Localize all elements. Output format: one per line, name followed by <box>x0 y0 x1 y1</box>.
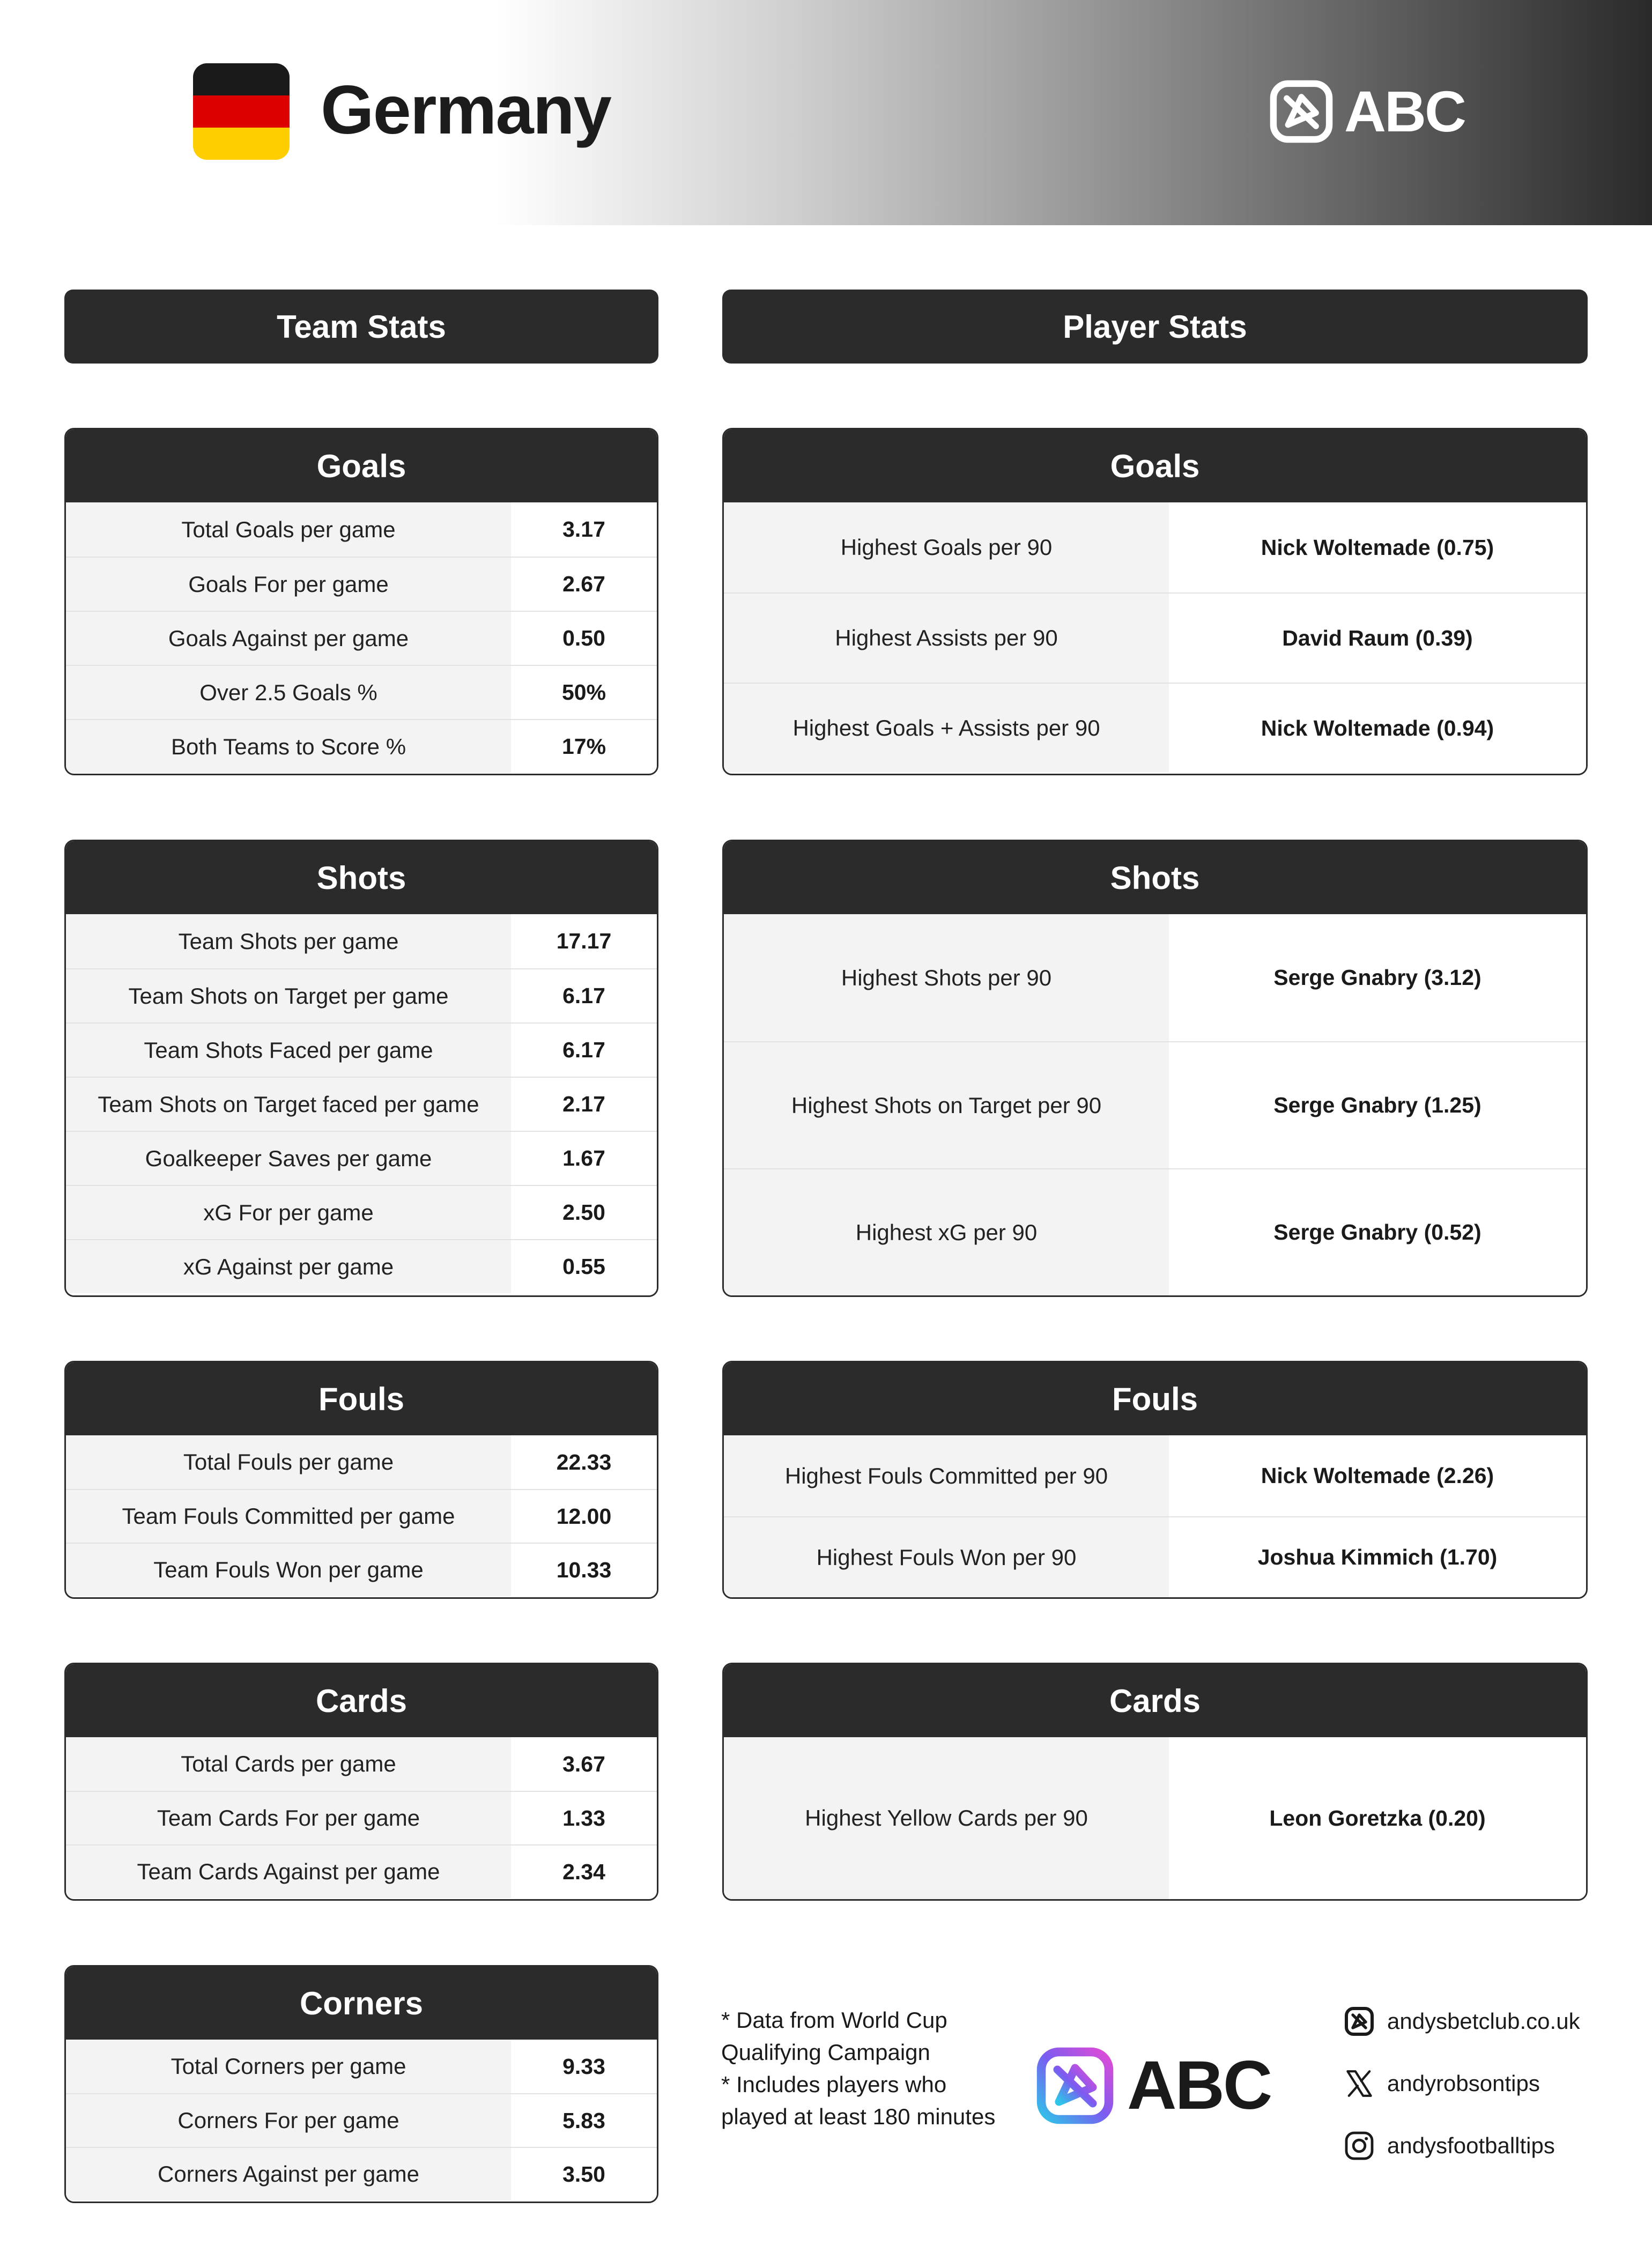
stat-value: 6.17 <box>511 969 657 1022</box>
stat-row <box>66 968 657 1022</box>
stat-label: Highest xG per 90 <box>724 1169 1169 1295</box>
stat-value: 0.55 <box>511 1240 657 1293</box>
stat-row <box>66 2093 657 2147</box>
stat-row <box>724 1516 1586 1597</box>
stat-row <box>724 1737 1586 1899</box>
stat-label: Over 2.5 Goals % <box>66 666 511 719</box>
stat-row <box>66 1239 657 1293</box>
stat-row <box>66 557 657 611</box>
stat-label: Highest Shots per 90 <box>724 914 1169 1041</box>
stat-label: Total Corners per game <box>66 2040 511 2093</box>
stat-row <box>66 1543 657 1596</box>
stat-value: 3.67 <box>511 1737 657 1791</box>
stat-value: 12.00 <box>511 1490 657 1543</box>
stat-row <box>66 1489 657 1543</box>
card-title: Cards <box>724 1664 1586 1737</box>
stat-value: Leon Goretzka (0.20) <box>1169 1737 1586 1899</box>
team-fouls-card <box>64 1361 658 1599</box>
x-icon <box>1343 2067 1375 2100</box>
team-cards-card <box>64 1663 658 1901</box>
stat-label: Highest Shots on Target per 90 <box>724 1042 1169 1168</box>
stat-label: Total Goals per game <box>66 502 511 557</box>
team-goals-card <box>64 428 658 775</box>
team-stats-header: Team Stats <box>64 290 658 364</box>
card-title: Goals <box>66 429 657 502</box>
stat-value: Nick Woltemade (0.94) <box>1169 684 1586 773</box>
stat-value: 5.83 <box>511 2094 657 2147</box>
brand-name: ABC <box>1344 79 1465 144</box>
stat-label: Highest Yellow Cards per 90 <box>724 1737 1169 1899</box>
stat-label: xG Against per game <box>66 1240 511 1293</box>
stat-row <box>66 1737 657 1791</box>
social-handle: andyrobsontips <box>1387 2071 1540 2096</box>
stat-label: Goalkeeper Saves per game <box>66 1132 511 1185</box>
card-title: Cards <box>66 1664 657 1737</box>
player-goals-card <box>722 428 1588 775</box>
stat-row <box>66 719 657 773</box>
social-instagram[interactable] <box>1343 2129 1580 2163</box>
stat-label: Highest Assists per 90 <box>724 594 1169 683</box>
stat-value: Nick Woltemade (0.75) <box>1169 502 1586 592</box>
stat-value: 2.67 <box>511 558 657 611</box>
stat-label: Team Cards For per game <box>66 1792 511 1844</box>
stat-value: 17% <box>511 720 657 773</box>
stat-row <box>66 1022 657 1077</box>
stat-row <box>66 914 657 968</box>
stat-row <box>724 502 1586 592</box>
stat-value: 2.50 <box>511 1186 657 1239</box>
card-title: Fouls <box>724 1362 1586 1435</box>
stat-row <box>66 1791 657 1844</box>
header-banner <box>0 0 1652 225</box>
stat-row <box>66 2147 657 2200</box>
stat-value: Joshua Kimmich (1.70) <box>1169 1517 1586 1597</box>
social-handle: andysbetclub.co.uk <box>1387 2008 1580 2034</box>
stat-value: Nick Woltemade (2.26) <box>1169 1435 1586 1516</box>
stat-label: Highest Fouls Committed per 90 <box>724 1435 1169 1516</box>
stat-value: 2.34 <box>511 1845 657 1898</box>
social-website[interactable] <box>1343 2004 1580 2039</box>
abc-logo-icon <box>1268 78 1335 145</box>
player-fouls-card <box>722 1361 1588 1599</box>
germany-flag-icon <box>193 63 290 160</box>
stat-value: 10.33 <box>511 1544 657 1596</box>
stat-row <box>66 1131 657 1185</box>
social-links <box>1343 2004 1580 2163</box>
stat-label: Corners Against per game <box>66 2148 511 2200</box>
stat-label: Goals Against per game <box>66 612 511 665</box>
footnote: * Includes players who played at least 180 minutes <box>721 2072 996 2129</box>
stat-row <box>724 683 1586 773</box>
abc-logo-icon <box>1343 2005 1375 2037</box>
stat-label: Team Cards Against per game <box>66 1845 511 1898</box>
stat-value: 50% <box>511 666 657 719</box>
footer-brand-name: ABC <box>1127 2047 1271 2124</box>
social-handle: andysfootballtips <box>1387 2133 1555 2158</box>
card-title: Shots <box>66 841 657 914</box>
card-title: Fouls <box>66 1362 657 1435</box>
stat-label: Team Shots on Target per game <box>66 969 511 1022</box>
stat-row <box>724 1435 1586 1516</box>
stat-value: 3.50 <box>511 2148 657 2200</box>
stat-value: 22.33 <box>511 1435 657 1489</box>
stat-label: Highest Goals per 90 <box>724 502 1169 592</box>
card-title: Shots <box>724 841 1586 914</box>
country-title: Germany <box>321 72 611 149</box>
footnote: * Data from World Cup Qualifying Campaign <box>721 2007 947 2065</box>
stat-value: 17.17 <box>511 914 657 968</box>
stat-label: Highest Fouls Won per 90 <box>724 1517 1169 1597</box>
stat-value: Serge Gnabry (3.12) <box>1169 914 1586 1041</box>
footer-brand-logo <box>1035 2045 1271 2126</box>
stat-row <box>66 665 657 719</box>
stat-value: 1.67 <box>511 1132 657 1185</box>
stat-row <box>724 1041 1586 1168</box>
stat-label: Total Cards per game <box>66 1737 511 1791</box>
stat-row <box>724 914 1586 1041</box>
card-title: Corners <box>66 1967 657 2040</box>
player-stats-header: Player Stats <box>722 290 1588 364</box>
stat-value: Serge Gnabry (0.52) <box>1169 1169 1586 1295</box>
team-corners-card <box>64 1965 658 2203</box>
stat-row <box>66 1844 657 1898</box>
stat-label: Highest Goals + Assists per 90 <box>724 684 1169 773</box>
player-cards-card <box>722 1663 1588 1901</box>
stat-label: Total Fouls per game <box>66 1435 511 1489</box>
abc-logo-icon <box>1035 2045 1115 2126</box>
stat-row <box>66 1185 657 1239</box>
brand-logo <box>1268 78 1465 145</box>
stat-row <box>66 611 657 665</box>
player-shots-card <box>722 840 1588 1297</box>
stat-label: xG For per game <box>66 1186 511 1239</box>
stat-value: David Raum (0.39) <box>1169 594 1586 683</box>
footnotes <box>721 2004 1000 2133</box>
instagram-icon <box>1343 2130 1375 2162</box>
stat-row <box>66 2040 657 2093</box>
stat-value: 1.33 <box>511 1792 657 1844</box>
stat-label: Team Shots Faced per game <box>66 1024 511 1077</box>
card-title: Goals <box>724 429 1586 502</box>
stat-label: Team Fouls Committed per game <box>66 1490 511 1543</box>
stat-label: Corners For per game <box>66 2094 511 2147</box>
stat-label: Team Fouls Won per game <box>66 1544 511 1596</box>
team-shots-card <box>64 840 658 1297</box>
stat-row <box>66 1077 657 1131</box>
stat-label: Both Teams to Score % <box>66 720 511 773</box>
social-x[interactable] <box>1343 2066 1580 2101</box>
stat-row <box>66 1435 657 1489</box>
stat-row <box>724 592 1586 683</box>
stat-value: Serge Gnabry (1.25) <box>1169 1042 1586 1168</box>
stat-label: Team Shots per game <box>66 914 511 968</box>
stat-value: 6.17 <box>511 1024 657 1077</box>
stat-value: 3.17 <box>511 502 657 557</box>
stat-label: Goals For per game <box>66 558 511 611</box>
stat-value: 9.33 <box>511 2040 657 2093</box>
stat-label: Team Shots on Target faced per game <box>66 1078 511 1131</box>
stat-row <box>66 502 657 557</box>
stat-value: 2.17 <box>511 1078 657 1131</box>
stat-value: 0.50 <box>511 612 657 665</box>
stat-row <box>724 1168 1586 1295</box>
